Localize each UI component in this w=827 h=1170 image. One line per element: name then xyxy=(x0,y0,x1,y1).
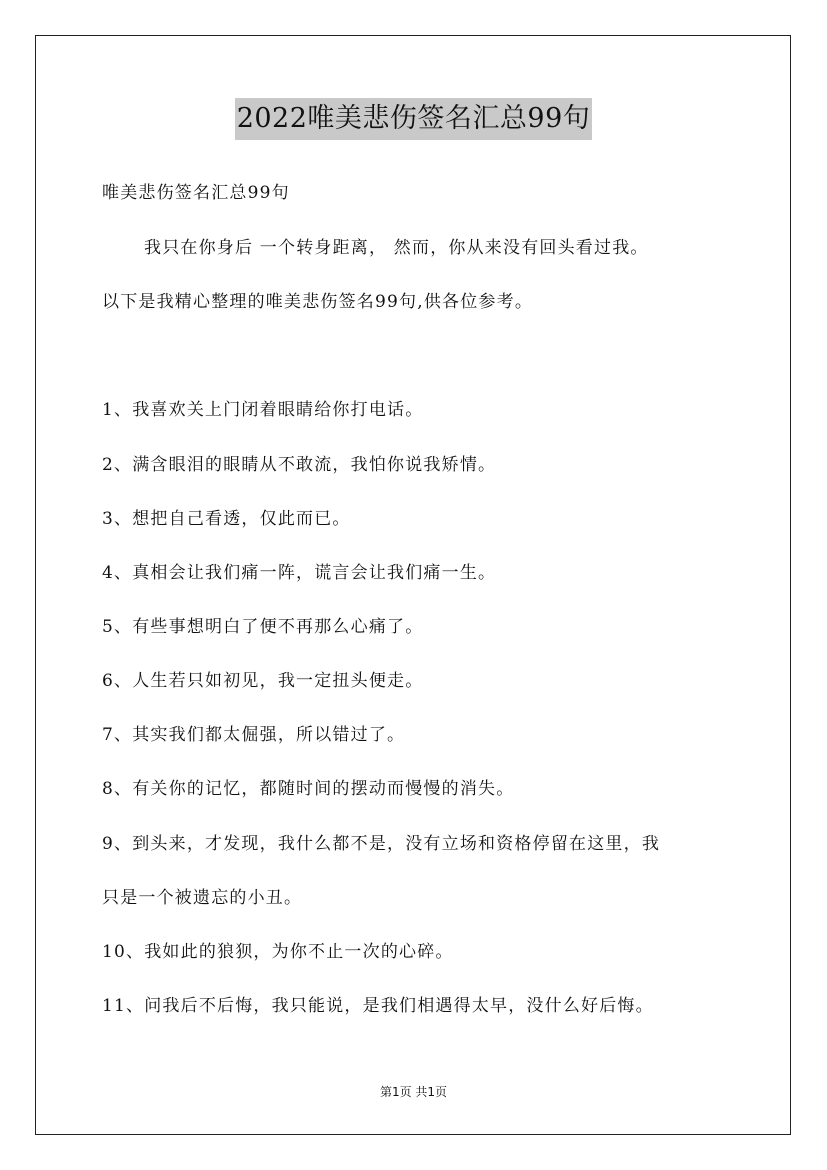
list-item: 5、有些事想明白了便不再那么心痛了。 xyxy=(102,617,424,637)
list-item: 3、想把自己看透，仅此而已。 xyxy=(102,509,351,529)
subtitle: 唯美悲伤签名汇总99句 xyxy=(102,183,290,203)
page-footer: 第1页 共1页 xyxy=(379,1085,448,1099)
list-item-continuation: 只是一个被遗忘的小丑。 xyxy=(102,888,303,908)
title-text: 2022唯美悲伤签名汇总99句 xyxy=(235,98,593,140)
list-item: 11、问我后不后悔，我只能说，是我们相遇得太早，没什么好后悔。 xyxy=(102,996,654,1016)
document-title xyxy=(0,98,827,140)
list-item: 6、人生若只如初见，我一定扭头便走。 xyxy=(102,671,424,691)
list-item: 4、真相会让我们痛一阵，谎言会让我们痛一生。 xyxy=(102,563,497,583)
intro-line-1: 我只在你身后 一个转身距离， 然而，你从来没有回头看过我。 xyxy=(144,238,649,258)
list-item: 10、我如此的狼狈，为你不止一次的心碎。 xyxy=(102,942,454,962)
list-item: 2、满含眼泪的眼睛从不敢流，我怕你说我矫情。 xyxy=(102,455,497,475)
list-item: 1、我喜欢关上门闭着眼睛给你打电话。 xyxy=(102,400,424,420)
list-item: 8、有关你的记忆，都随时间的摆动而慢慢的消失。 xyxy=(102,779,515,799)
list-item: 7、其实我们都太倔强，所以错过了。 xyxy=(102,725,406,745)
list-item: 9、到头来，才发现，我什么都不是，没有立场和资格停留在这里，我 xyxy=(102,834,661,854)
intro-line-2: 以下是我精心整理的唯美悲伤签名99句,供各位参考。 xyxy=(102,292,534,312)
